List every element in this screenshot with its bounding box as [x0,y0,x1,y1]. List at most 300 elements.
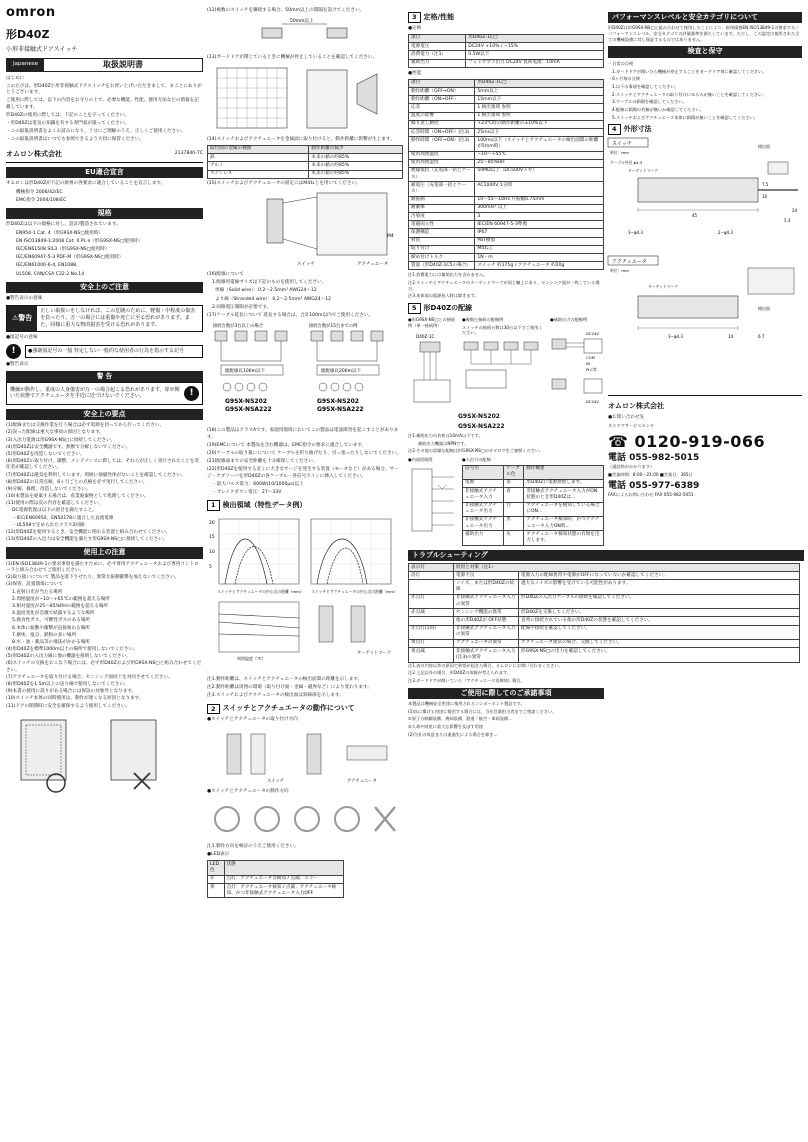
table-cell: 黄点灯 [409,639,454,647]
section-number: 1 [207,500,220,511]
note-line: 注3.スイッチおよびアクチュエータの検出面は斜線部を示します。 [207,693,344,699]
inspection-heading: 検査と保守 [608,46,802,57]
language-label: Japanese [7,59,44,70]
contract-line: (2)当社の故意または重過失による場合を除き... [408,731,498,737]
table-cell: 取り付け [409,245,475,253]
symbol-row [6,344,203,359]
table-cell: IP67 [475,229,604,237]
note-line: 注1.動作距離は、スイッチとアクチュエータの検出面間の距離を示します。 [207,677,363,683]
table-cell: 非接触式アクチュエータ出力 [463,502,504,516]
table-row [409,204,604,212]
wiring-note: 補助出力機器はNPNです。 [418,440,469,446]
column-2 [207,0,403,1142]
tel-note: （通話料がかかります） [608,464,655,470]
table-cell: 形D40Zを交換してください。 [519,609,800,617]
key-points-list [6,423,203,543]
note-line: 注2.動作距離は周囲の環境（取り付け面・金属・磁界など）により変わります。 [207,685,372,691]
standards-heading: 規格 [6,208,203,219]
table-cell: 動作距離（OFF→ON） [409,88,475,96]
list-item: (3)入出力電源は形G9SX-NS□に接続してください。 [6,437,116,443]
manual-title-bar [6,58,203,71]
plc-label: PLC等 [586,366,597,372]
list-item: (5)形D40Zを改造しないでください。 [6,451,85,457]
dim-value: 2−φ4.3 [718,230,733,236]
table-cell [409,580,454,594]
table-cell: 1 検出領域 参照 [475,112,604,120]
table-cell: 1N・m [475,254,604,262]
table-header: 表示灯 [409,564,454,572]
list-item: (5)形D40Zの入出力線に他の機器を接続しないでください。 [6,654,131,660]
aux-wiring [550,317,606,412]
symbol-meaning-label: ●図記号の意味 [6,334,38,340]
table-header: 信号名 [463,465,504,479]
table-cell: 補助出力 [463,531,504,545]
performance-table [408,79,604,271]
wiring-note: 注2.その他の詳細な配線は形G9SX-NS□のカタログをご参照ください。 [408,448,544,454]
table-cell: 25ms以下 [475,129,604,137]
note-line: (12)複数のスイッチを隣接する場合、50mm以上の間隔を設けてください。 [207,8,365,13]
list-item: (8)形D40Zを1.5m以上の送り線で使用しないでください。 [6,682,129,688]
dim-value: 6.7 [758,334,765,340]
dimension-drawings [608,138,802,378]
brand-row [6,0,203,22]
list-item: 5.腐食性ガス、可燃性ガスのある場所 [12,618,91,624]
led-table [207,860,344,898]
table-cell: 1 検出領域 参照 [475,104,604,112]
standards-line: 形D40Zは以下の規格に対し、設計/製造されています。 [6,222,121,228]
x-axis-caption: スイッチとアクチュエータの中心点の距離（mm） [217,588,304,594]
list-item: (8)形D40Zの日常点検、6ヶ月ごとの点検を必ず実行してください。 [6,479,148,485]
table-cell: DC24V +10% / −15% [466,43,604,51]
table-row [409,221,604,229]
table-cell: 点灯：アクチュエータ非検知 / 点滅：エラー [224,875,344,883]
list-item: (9)本書の使用に誤りがある場合には保証の対象外となります。 [6,689,137,695]
dim-value: 5.3 [784,218,791,224]
table-cell: 材質 [409,237,475,245]
actuator-label: アクチュエータ [357,261,389,267]
note-line: より線（Stranded wire）：0.2〜2.5mm² AWG24〜12 [215,296,332,302]
table-cell: 茶 [504,479,524,487]
table-cell: 電源 [463,479,504,487]
note-line: (16)配線について [207,272,244,278]
perf-level-heading: パフォーマンスレベルと安全カテゴリについて [608,12,802,23]
table-cell: 黄点滅 [409,648,454,662]
table-row [463,465,604,479]
table-cell: 非接触式アクチュエータ入力の異常 [454,625,519,639]
tel-number-text: 055-977-6389 [629,480,700,491]
table-cell: 青 [504,488,524,502]
dims-heading [608,124,802,135]
note-line: (17)ケーブル延長について 延長する場合は、合計100m以内でご使用ください。 [207,313,374,318]
doc-code: 2137840-7C [174,151,203,157]
table-cell: 本来の値の約85% [309,162,403,170]
section-number: 2 [207,704,220,715]
table-cell: 過大なノイズの影響を受けている可能性があります。 [519,580,800,594]
table-cell: IEC/EN 60947-5-3準拠 [475,221,604,229]
tel2-number [608,480,802,492]
table-row [409,159,604,167]
inspection-line: 1.ガードドアが開いたら機械が停止することをガードドア毎に確認してください。 [612,68,767,74]
table-header: 原因と対策（注1） [454,564,800,572]
section-title: 定格/性能 [423,12,455,21]
mount-direction-label: ●スイッチとアクチュエータの取り付け方向 [207,717,298,723]
single-wiring-diagram [408,330,458,408]
detection-chart [207,514,403,674]
standards-line: EN954-1 Cat. 4（形G9SX-NS□使用時） [16,230,104,236]
table-cell: 50MΩ以上（DC500Vメガ） [475,167,604,181]
table-cell: アクチュエータ異常の場合、交換してください。 [519,639,800,647]
multi-wiring-label: ●複数台接続の配線例 [462,316,504,322]
safety-heading: 安全上のご注意 [6,282,203,293]
table-row [208,884,344,898]
table-cell: 汚染度 [409,213,475,221]
table-row [208,875,344,883]
manual-title: 取扱説明書 [102,59,143,69]
table-row [409,262,604,270]
table-row [409,104,604,112]
metal-table [207,145,403,179]
target-mark-label: ターゲットマーク [628,168,659,174]
table-header: 状態 [224,861,344,875]
company-row [6,147,203,163]
hours: ■営業時間：8:00〜21:00 ■営業日：365日 [608,471,693,477]
device-label: D40Z-1C [416,334,435,340]
list-item: ・IEC/EN60950、EN50178に適合した直流電源 [12,515,114,521]
warning-box [6,305,203,331]
warning-heading: 警 告 [6,371,203,382]
detect-face-label: 検出面 [758,306,770,312]
inspection-line: ・6ヶ月毎の点検 [608,76,640,82]
standards-line: IEC/EN61508 SIL3（形G9SX-NS□使用時） [16,247,110,253]
list-item: (4)形D40Zは安全機器です。無断で分解しないでください。 [6,444,131,450]
cascade-label-a: 接続台数が3台以上の場合 [213,324,263,330]
intro-line: ・この取扱説明書はいつでも参照できるよう大切に保管ください。 [6,137,144,143]
spec-note: 注3.本体部の電源投入時は除きます。 [408,293,479,299]
intro-line: はじめに [6,75,25,81]
table-header: 形D40Z-1C□ [466,34,604,42]
actuator-dims-label: アクチュエータ [612,259,647,266]
dim-value: 24 [792,208,798,214]
list-item: 4.温度変化が急激で結露するような場所 [12,611,95,617]
inspection-line: 3.ケーブルの損傷を確認してください。 [612,99,687,105]
table-cell: 形D40Zの入出力ケーブルの接続を確認してください。 [519,594,800,608]
contract-heading: ご使用に際してのご承諾事項 [408,688,604,699]
table-row [409,151,604,159]
dc24v-label: DC24V [586,398,600,404]
table-row [409,120,604,128]
table-cell: 白 [504,502,524,516]
table-cell: 15mm以下 [475,96,604,104]
warning-body-text: 機械が動作し、重度の人身傷害が万一の場合起こる恐れがあります。扉が開いた状態でアクチュエータを手近に近づけないでください。 [10,386,180,400]
table-row [409,167,604,181]
mandatory-icon: ! [6,344,21,359]
table-cell: 質量（形D40Z-1C5の場合） [409,262,475,270]
note-line: ・最大パルス電力：600W(10/1000μs)以上 [212,481,304,487]
internal-circuit-label: ●内部回路図 [408,456,433,462]
table-row [409,213,604,221]
inquiry-label: ●お問い合わせ先 [608,414,645,420]
detection-heading [207,500,403,511]
note-line: (22)形D40Zを使用する近くに大きなサージを発生する装置（モータなど）がある場合、サージ・アブソーバを形D40Zの各ケーブル・各信号ラインに挿入してください。 [207,467,399,479]
table-cell: AC1000V 1分間 [475,182,604,196]
column-1 [6,0,203,1142]
company-name: オムロン株式会社 [6,149,62,158]
mounting-diagram [207,189,403,269]
list-item: 2.周囲温度が−10〜+65℃の範囲を超える場所 [12,596,110,602]
warn-meaning-label: ●警告表示の意味 [6,296,43,302]
dim-value: 45 [692,213,698,219]
perf-label: ●性能 [408,70,422,76]
table-cell: 非接触式アクチュエータ出力 [463,516,504,530]
table-row [409,96,604,104]
inspection-line: 2.スイッチとアクチュエータの取り付けにゆるみが無いことを確認してください。 [612,91,767,97]
table-header: 形D40Z-1C□ [475,79,604,87]
table-cell: 本来の値の約85% [309,154,403,162]
multi-wiring-sub: スイッチの接続台数は30台以下でご使用ください。 [462,324,543,336]
internal-circuit-diagram [408,465,458,535]
controller-model: G9SX-NS202 [317,398,359,406]
mount-direction-diagram [207,726,403,786]
table-cell: 非接触式アクチュエータ入力(注3)の異常 [454,648,519,662]
table-cell: アクチュエータ検知時、かつアクチュエータ入力ON時... [524,516,604,530]
cascade-wiring-diagram [207,321,403,425]
aux-wiring-diagram [550,325,606,409]
contact-company: オムロン株式会社 [608,402,664,411]
table-cell: 0.5W以下 [466,51,604,59]
in-label: IN [586,360,590,366]
eu-heading: EU適合宣言 [6,167,203,178]
table-row [463,488,604,502]
switch-dims-label: スイッチ [612,141,632,148]
column-4 [608,0,802,1142]
guard-door-diagram [207,64,403,134]
table-cell: 形G9SX-NS□の出力を確認してください。 [519,648,800,662]
table-row [409,51,604,59]
table-cell: 耐振動 [409,196,475,204]
io-table [462,465,604,546]
move-note: 注1.動作方向を検討のうえご使用ください。 [207,844,299,850]
table-header: 項目 [409,79,475,87]
contract-line: 本製品は機械安全用途に使用されるコンポーネント製品です。 [408,700,525,706]
table-row [409,196,604,204]
table-header: 取付面の金属の種類 [208,145,309,153]
omron-logo: omron [6,5,56,20]
list-item: (13)形D40Zの入出力は安全機能を満たす形G9SX-NS□に接続してください。 [6,537,168,543]
table-cell: 黄 [208,884,225,898]
intro-section [6,76,203,144]
table-cell: 絶縁抵抗（充電部一括とケース） [409,167,475,181]
fax: FAXによるお問い合わせ FAX 055-982-5051 [608,491,694,497]
table-cell: 赤点灯 [409,594,454,608]
list-item: ・UL508で定められたクラス2回路 [12,522,85,528]
center-label: カスタマサービスセンタ [608,422,654,428]
key-points-heading: 安全上の要点 [6,409,203,420]
list-item: (2)取り扱いについて 製品を落下させたり、異常な振動衝撃を加えないでください。 [6,575,180,581]
inspection-line: 1.以下の事項を確認してください。 [612,83,679,89]
list-item: (6)形D40Zの取り付け、調整、メンテナンスに際しては、それらが正しく実行されたことを責任者が確認してください。 [6,459,200,471]
note-line: (15)スイッチおよびアクチュエータの固定にはM4ねじを用いてください。 [207,180,361,186]
y-tick: 15 [209,534,215,540]
list-item: 6.本体に振動や衝撃が直接加わる場所 [12,625,90,631]
table-cell: 25〜85%RH [475,159,604,167]
section-title: 外形寸法 [623,124,652,133]
switch-label: スイッチ [297,261,315,267]
contract-line: (1)次に掲げる用途に使用する場合には、当社営業担当者までご相談ください。 [408,708,557,714]
table-row [409,182,604,196]
table-cell: アクチュエータを検知している場合にON... [524,502,604,516]
product-subtitle: 小形非接触式ドアスイッチ [6,46,78,54]
actuator-label: アクチュエータ [347,778,377,784]
table-cell: 直列に接続されている他の形D40Zの状態を確認してください。 [519,617,800,625]
table-row [409,237,604,245]
eu-item: 機械指令 2006/42/EC [16,189,63,195]
table-cell: ステンレス [208,170,309,178]
list-item: 7.塵埃、塩分、鉄粉の多い場所 [12,632,77,638]
table-cell: 電源入力の配線異常や電源がOFFになっていないか確認してください。 [519,572,800,580]
table-cell: 動作時間（OFF→ON）(注3) [409,137,475,151]
note-line: (18)この製品はクラスAです。家庭用環境においてこの製品は電波障害を起こすことがあります。 [207,428,399,440]
list-item: DC電源装置は以下の項目を満たすこと。 [12,508,97,514]
m4-label: M4 [387,233,394,239]
list-item: (11)ドアの開閉時に安全を確保するよう使用してください。 [6,703,131,709]
table-row [409,59,604,67]
wiring-note: 注1.補助出力の負荷は10mA以下です。 [408,432,483,438]
warning-label-text: 警告 [18,313,33,322]
warning-text: 正しい取扱いをしなければ、この危険のために、軽傷・中程度の傷害を負ったり、万一の場合には重傷や死亡に至る恐れがあります。また、同様に重大な物的損害を受ける恐れがあります。 [40,308,196,328]
dim-value: 3−φ4.3 [668,334,683,340]
usage-list [6,562,203,710]
note-line: (20)ケーブルの取り扱いについて ケーブルを折り曲げたり、引っ張ったりしないでください。 [207,450,401,456]
table-cell: 使用周囲湿度 [409,159,475,167]
table-cell: 非接触式アクチュエータ入力の異常 [454,594,519,608]
detect-face-label: 検出面 [758,144,770,150]
table-row [409,34,604,42]
section-number: 5 [408,303,421,314]
target-mark-label: ターゲットマーク [648,284,679,290]
intro-line: ・この取扱説明書をよくお読みになり、十分にご理解のうえ、正しくご使用ください。 [6,129,186,135]
table-row [463,516,604,530]
dim-value: 7.5 [762,182,769,188]
table-cell: −10〜+55℃ [475,151,604,159]
table-header: 項目 [409,34,466,42]
section-number: 3 [408,12,421,23]
circuit-area [408,457,604,546]
table-row [409,229,604,237]
table-header: LED色 [208,861,225,875]
note-line: (14)スイッチおよびアクチュエータを金属面に取り付けると、動作距離に影響が生じます。 [207,136,395,142]
table-cell: 補助出力 [409,59,466,67]
model-title: 形D40Z [6,27,50,41]
table-cell: 形D40Zに電源供給します。 [524,479,604,487]
list-item: (6)スイッチの交換をおこなう場合には、必ず形D40Zおよび形G9SX-NS□と組み合わせてください。 [6,661,202,673]
table-cell: 締め付けトルク [409,254,475,262]
tel-label: 電話 [608,480,627,491]
troubleshoot-note: 注1.表の内容以外の原因で異常が起きた場合、オムロンにお問い合わせください。 [408,662,563,668]
unit-label: 単位：mm [610,150,629,156]
table-cell: 黒 [504,516,524,530]
y-tick: 20 [209,520,215,526]
symbol-text: ●強制図記号の一般 特定しない一般的な使用者の行為を指示する記号 [25,345,203,358]
controller-model: G9SX-NS202 [225,398,267,406]
wiring-diagrams [408,317,604,412]
ng-mark-icon [375,807,395,831]
cascade-label-b: 接続台数が15台までの例 [309,324,358,330]
table-cell: アルミ [208,162,309,170]
movement-heading [207,704,403,715]
table-header: 動作概要 [524,465,604,479]
tel-number [608,452,802,464]
single-wiring [408,317,458,412]
intro-line: 形D40Zの使用に際しては、下記のことを守ってください。 [6,112,129,118]
door-illustration [6,715,202,795]
list-item: 3.相対湿度が25〜85%RHの範囲を超える場所 [12,603,108,609]
target-mark-label: ターゲットマーク [357,650,392,656]
table-cell: 消灯 [409,572,454,580]
table-cell: 電磁両立性 [409,221,475,229]
standards-line: IEC/EN61000-6-4, EN1088, [16,263,78,269]
table-header: ケーブル色 [504,465,524,479]
table-cell: M4ねじ [475,245,604,253]
table-cell: 5mm以上 [475,88,604,96]
warning-body [6,382,203,405]
table-row [409,112,604,120]
controller-models [458,413,604,431]
controller-model: G9SX-NS202 [458,412,500,420]
warning-triangle-icon: ⚠ [12,313,19,322]
table-cell: ノイズ、または形D40Zの故障 [454,580,519,594]
unit-label: 単位：mm [610,268,629,274]
warning-label [7,306,37,330]
table-row [409,79,604,87]
table-cell: 3 [475,213,604,221]
mandatory-icon: ! [184,386,199,401]
table-cell: 非接触式アクチュエータ入力 [463,488,504,502]
section-title: 形D40Zの配線 [423,303,473,312]
intro-line: ご使用に際しては、以下の内容をお守りの上で、必要な機能、性能、使用方法などの情報を記載しています。 [6,98,199,110]
table-cell: 電源電圧 [409,43,466,51]
eu-item: EMC指令 2004/108/EC [16,197,67,203]
note-line: (21)配線面までの安全距離を十分確保してください。 [207,459,318,465]
table-cell: 動作距離（ON→OFF） [409,96,475,104]
table-cell: 点灯：アクチュエータ検知 / 点滅：アクチュエータ検知、かつ非接触式アクチュエータ入力OFF [224,884,344,898]
list-item: (11)使用の際は次の内容を確認してください。 [6,501,103,507]
table-row [409,129,604,137]
multi-wiring-diagram [462,338,546,404]
table-row [208,162,403,170]
table-cell: センシング機能の異常 [454,609,519,617]
single-wiring-label: ●形G9SX-NS□との接続例（単一接続例） [408,316,456,328]
usage-heading: 使用上の注意 [6,547,203,558]
spec-note: 注1.消費電力には補助出力を含みません。 [408,272,488,278]
table-cell: 応差 [409,104,475,112]
table-cell: 非接触式アクチュエータ入力がON状態のとき形D40Zは... [524,488,604,502]
troubleshoot-heading: トラブルシューティング [408,550,804,561]
wiring-heading [408,303,604,314]
table-row [208,170,403,178]
controller-model: G9SX-NSA222 [225,406,272,414]
section-number: 4 [608,124,621,135]
troubleshoot-note: 注3.ガードドアが開いている（アクチュエータ非検知）場合。 [408,677,525,683]
troubleshoot-note: 注2.上記以外の場合、形D40Zの故障が考えられます。 [408,670,512,676]
list-item: (9)分解、修理、改造しないでください。 [6,486,91,492]
y-tick: 5 [209,564,212,570]
standards-line: EN ISO13849-1:2008 Cat. 4 PL e（形G9SX-NS□使用時） [16,238,143,244]
cascade-length-b: 総配線長200m以下 [321,369,361,375]
table-header: 動作距離の減少 [309,145,403,153]
move-direction-label: ●スイッチとアクチュエータの動作方向 [207,788,289,794]
table-cell: 灰 [504,531,524,545]
inspection-line: 4.配線に損傷の有無が無いか確認してください。 [612,106,704,112]
